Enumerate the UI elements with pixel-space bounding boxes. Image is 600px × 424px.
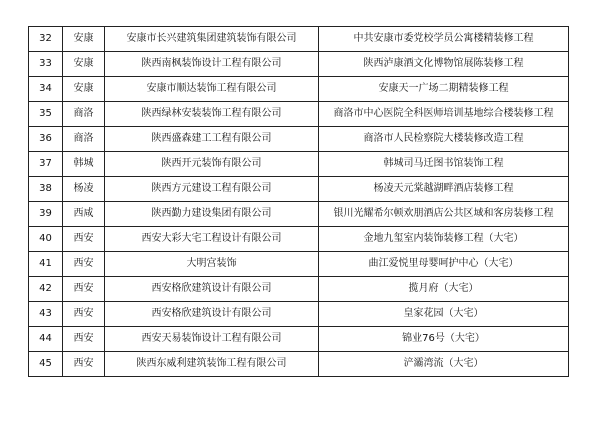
city-cell: 安康	[63, 52, 105, 77]
company-name-cell: 陕西南枫装饰设计工程有限公司	[105, 52, 319, 77]
city-cell: 安康	[63, 77, 105, 102]
city-cell: 西安	[63, 227, 105, 252]
table-row	[29, 27, 569, 52]
company-name-cell: 西安格欣建筑设计有限公司	[105, 302, 319, 327]
row-number-cell: 45	[29, 352, 63, 377]
table-row	[29, 77, 569, 102]
company-name-cell: 安康市长兴建筑集团建筑装饰有限公司	[105, 27, 319, 52]
row-number-cell: 32	[29, 27, 63, 52]
company-name-cell: 西安大彩大宅工程设计有限公司	[105, 227, 319, 252]
table-row	[29, 177, 569, 202]
city-cell: 韩城	[63, 152, 105, 177]
project-name-cell: 商洛市中心医院全科医师培训基地综合楼装修工程	[319, 102, 569, 127]
city-cell: 西安	[63, 277, 105, 302]
table-row	[29, 152, 569, 177]
city-cell: 西咸	[63, 202, 105, 227]
row-number-cell: 33	[29, 52, 63, 77]
city-cell: 西安	[63, 352, 105, 377]
company-name-cell: 西安格欣建筑设计有限公司	[105, 277, 319, 302]
table-row	[29, 252, 569, 277]
company-name-cell: 西安天易装饰设计工程有限公司	[105, 327, 319, 352]
city-cell: 安康	[63, 27, 105, 52]
company-name-cell: 陕西开元装饰有限公司	[105, 152, 319, 177]
table-body	[29, 27, 569, 377]
row-number-cell: 39	[29, 202, 63, 227]
award-list-table	[28, 26, 569, 377]
table-row	[29, 52, 569, 77]
table-row	[29, 202, 569, 227]
row-number-cell: 34	[29, 77, 63, 102]
table-row	[29, 227, 569, 252]
row-number-cell: 44	[29, 327, 63, 352]
company-name-cell: 大明宫装饰	[105, 252, 319, 277]
row-number-cell: 43	[29, 302, 63, 327]
row-number-cell: 38	[29, 177, 63, 202]
project-name-cell: 安康天一广场二期精装修工程	[319, 77, 569, 102]
row-number-cell: 40	[29, 227, 63, 252]
table-row	[29, 352, 569, 377]
project-name-cell: 金地九玺室内装饰装修工程（大宅）	[319, 227, 569, 252]
row-number-cell: 42	[29, 277, 63, 302]
company-name-cell: 陕西方元建设工程有限公司	[105, 177, 319, 202]
city-cell: 西安	[63, 252, 105, 277]
project-name-cell: 韩城司马迁图书馆装饰工程	[319, 152, 569, 177]
table-row	[29, 302, 569, 327]
table-row	[29, 327, 569, 352]
company-name-cell: 陕西东威利建筑装饰工程有限公司	[105, 352, 319, 377]
city-cell: 商洛	[63, 102, 105, 127]
project-name-cell: 商洛市人民检察院大楼装修改造工程	[319, 127, 569, 152]
row-number-cell: 36	[29, 127, 63, 152]
row-number-cell: 41	[29, 252, 63, 277]
city-cell: 西安	[63, 302, 105, 327]
company-name-cell: 陕西盛森建工工程有限公司	[105, 127, 319, 152]
company-name-cell: 陕西绿林安装装饰工程有限公司	[105, 102, 319, 127]
row-number-cell: 37	[29, 152, 63, 177]
project-name-cell: 陕西泸康酒文化博物馆展陈装修工程	[319, 52, 569, 77]
company-name-cell: 陕西勤力建设集团有限公司	[105, 202, 319, 227]
project-name-cell: 中共安康市委党校学员公寓楼精装修工程	[319, 27, 569, 52]
project-name-cell: 杨凌天元棠越湖畔酒店装修工程	[319, 177, 569, 202]
project-name-cell: 皇家花园（大宅）	[319, 302, 569, 327]
table-row	[29, 102, 569, 127]
city-cell: 杨凌	[63, 177, 105, 202]
company-name-cell: 安康市顺达装饰工程有限公司	[105, 77, 319, 102]
table-row	[29, 277, 569, 302]
project-name-cell: 锦业76号（大宅）	[319, 327, 569, 352]
project-name-cell: 银川光耀希尔顿欢朋酒店公共区域和客房装修工程	[319, 202, 569, 227]
table-row	[29, 127, 569, 152]
city-cell: 商洛	[63, 127, 105, 152]
project-name-cell: 曲江爱悦里母婴呵护中心（大宅）	[319, 252, 569, 277]
project-name-cell: 揽月府（大宅）	[319, 277, 569, 302]
project-name-cell: 浐灞湾流（大宅）	[319, 352, 569, 377]
row-number-cell: 35	[29, 102, 63, 127]
city-cell: 西安	[63, 327, 105, 352]
